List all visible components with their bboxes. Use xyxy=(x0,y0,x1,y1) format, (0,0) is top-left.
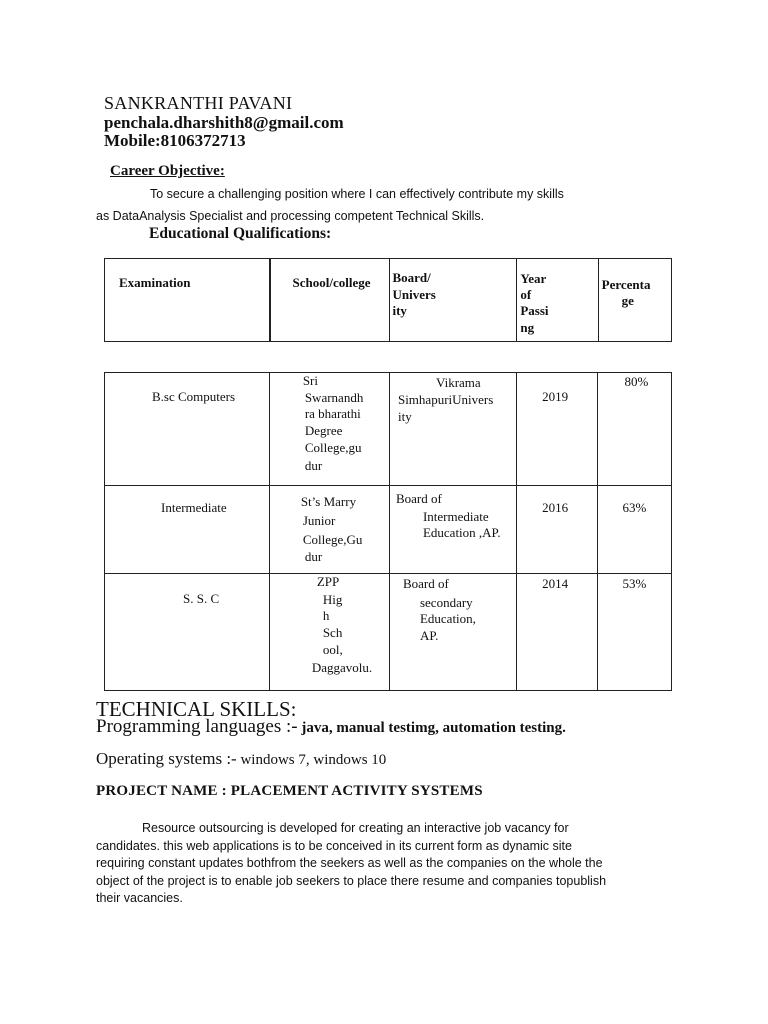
cell-text: Sch xyxy=(322,625,343,640)
cell-exam xyxy=(105,373,270,486)
cell-text: 2019 xyxy=(542,389,569,404)
header-text: ge xyxy=(621,293,634,308)
career-objective-heading-text: Career Objective xyxy=(110,163,220,179)
header-text: Examination xyxy=(119,275,191,290)
cell-text: Board of xyxy=(402,576,449,591)
header-text: Univers xyxy=(392,287,436,302)
header-text: ity xyxy=(392,303,407,318)
header-text: ng xyxy=(520,320,535,335)
career-objective-line-1: To secure a challenging position where I can effectively contribute my skills xyxy=(150,187,564,201)
career-objective-line-2: as DataAnalysis Specialist and processing competent Technical Skills. xyxy=(96,209,485,223)
header-school xyxy=(270,259,390,342)
cell-text: Daggavolu. xyxy=(311,660,373,675)
cell-text: ZPP xyxy=(316,574,340,589)
programming-languages-label: Programming languages :- xyxy=(96,716,298,737)
operating-systems-line xyxy=(96,748,386,771)
cell-school xyxy=(269,373,389,486)
cell-text: Education, xyxy=(419,611,476,626)
cell-text: Vikrama xyxy=(435,375,481,390)
cell-school xyxy=(269,574,389,691)
programming-languages-line xyxy=(96,716,566,739)
header-board xyxy=(390,259,517,342)
project-description-text: Resource outsourcing is developed for creating an interactive job vacancy for candidates. this web applications is to be conceived in its current form as dynamic site requiring constant updates bothfrom the seekers as well as the companies on the whole the object of the project is to enable job seekers to place there resume and companies topublish their vacancies. xyxy=(96,821,607,905)
cell-year xyxy=(517,373,598,486)
email-address: penchala.dharshith8@gmail.com xyxy=(104,113,344,132)
career-objective-heading xyxy=(110,162,225,180)
table-row xyxy=(105,373,672,486)
career-objective-heading-colon: : xyxy=(219,163,225,179)
cell-text: 2014 xyxy=(542,576,569,591)
cell-year xyxy=(517,574,598,691)
cell-text: Swarnandh xyxy=(304,390,364,405)
cell-text: Degree xyxy=(304,423,343,438)
cell-text: College,Gu xyxy=(302,532,363,547)
cell-board xyxy=(389,486,516,574)
project-description xyxy=(96,820,616,908)
project-name-heading: PROJECT NAME : PLACEMENT ACTIVITY SYSTEMS xyxy=(96,783,483,799)
cell-text: ool, xyxy=(322,642,343,657)
header-examination xyxy=(105,259,270,342)
education-heading: Educational Qualifications: xyxy=(149,225,332,242)
cell-text: Junior xyxy=(302,513,336,528)
header-text: Passi xyxy=(520,303,549,318)
header-text: Percenta xyxy=(601,277,651,292)
header-text: Year xyxy=(520,271,547,286)
cell-exam xyxy=(105,574,270,691)
cell-text: Intermediate xyxy=(422,509,489,524)
header-text: of xyxy=(520,287,532,302)
operating-systems-value: windows 7, windows 10 xyxy=(236,752,387,768)
cell-text: dur xyxy=(304,549,323,564)
education-table xyxy=(104,372,672,691)
technical-skills-heading: TECHNICAL SKILLS: xyxy=(96,697,297,721)
cell-percent xyxy=(598,373,672,486)
cell-text: SimhapuriUnivers xyxy=(397,392,494,407)
cell-text: St’s Marry xyxy=(300,494,357,509)
candidate-name: SANKRANTHI PAVANI xyxy=(104,93,293,113)
cell-text: College,gu xyxy=(304,440,362,455)
header-text: School/college xyxy=(292,275,371,290)
cell-text: ity xyxy=(397,409,412,424)
cell-text: B.sc Computers xyxy=(152,389,236,404)
cell-board xyxy=(389,574,516,691)
education-header-table xyxy=(104,258,672,342)
operating-systems-label: Operating systems :- xyxy=(96,749,237,768)
header-year xyxy=(517,259,598,342)
cell-text: Board of xyxy=(395,491,442,506)
table-row xyxy=(105,574,672,691)
header-text: Board/ xyxy=(392,270,431,285)
cell-text: S. S. C xyxy=(183,591,220,606)
cell-text: 53% xyxy=(622,576,647,591)
cell-text: h xyxy=(322,608,330,623)
cell-text: ra bharathi xyxy=(304,406,361,421)
cell-text: 63% xyxy=(622,500,647,515)
cell-percent xyxy=(598,574,672,691)
cell-text: 2016 xyxy=(542,500,569,515)
cell-text: 80% xyxy=(624,374,649,389)
cell-school xyxy=(269,486,389,574)
cell-text: Hig xyxy=(322,592,343,607)
cell-percent xyxy=(598,486,672,574)
mobile-number: Mobile:8106372713 xyxy=(104,131,246,150)
cell-text: Intermediate xyxy=(161,500,227,515)
cell-text: Education ,AP. xyxy=(422,525,501,540)
cell-text: secondary xyxy=(419,595,473,610)
programming-languages-value: java, manual testimg, automation testing. xyxy=(297,720,566,736)
cell-year xyxy=(517,486,598,574)
cell-text: dur xyxy=(304,458,323,473)
cell-board xyxy=(389,373,516,486)
table-row xyxy=(105,486,672,574)
cell-text: Sri xyxy=(302,373,318,388)
cell-exam xyxy=(105,486,270,574)
cell-text: AP. xyxy=(419,628,439,643)
header-percentage xyxy=(598,259,671,342)
